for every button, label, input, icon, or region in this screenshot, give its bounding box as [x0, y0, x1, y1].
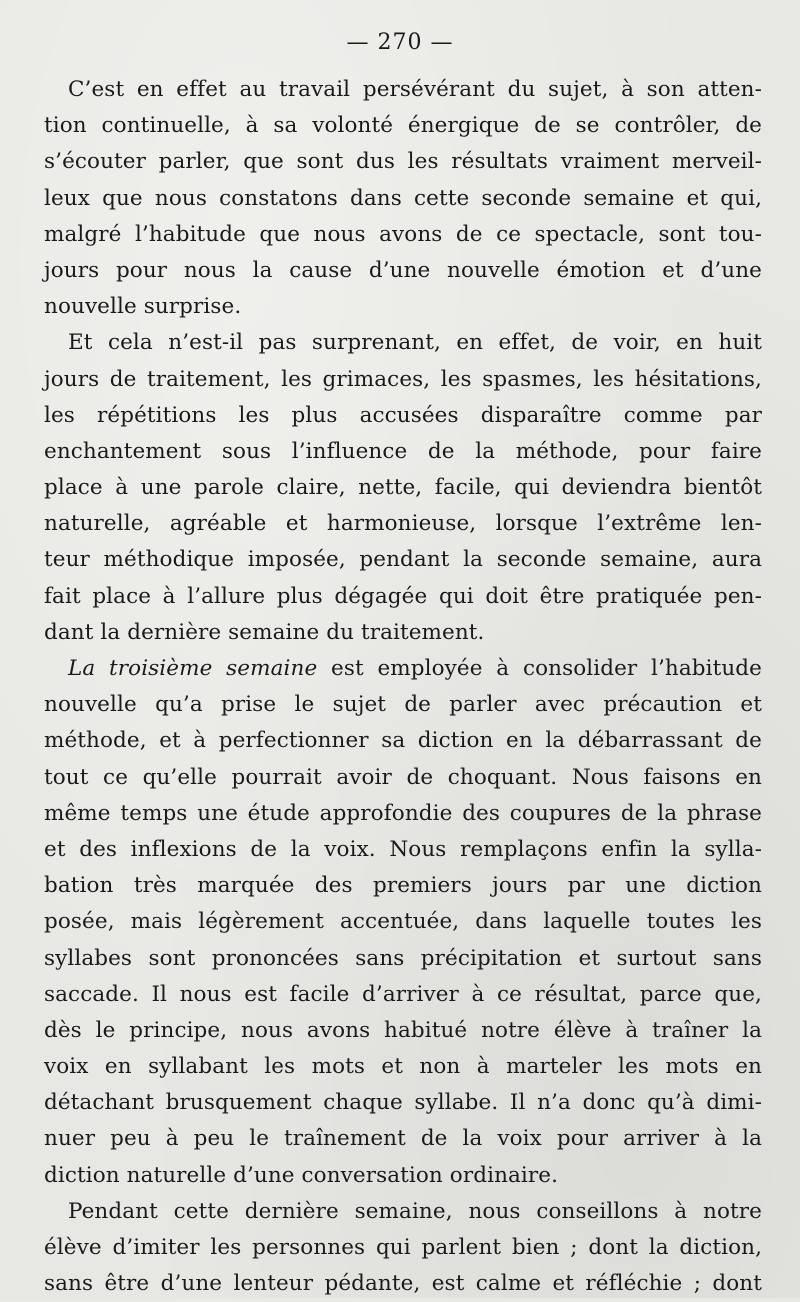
text-line	[44, 108, 762, 144]
line-text: détachant brusquement chaque syllabe. Il n’a donc qu’à dimi-	[44, 1090, 762, 1116]
text-line	[44, 832, 762, 868]
text-line	[44, 217, 762, 253]
text-line	[44, 289, 762, 325]
line-text: s’écouter parler, que sont dus les résultats vraiment merveil-	[44, 149, 762, 175]
text-line	[44, 796, 762, 832]
line-text: nouvelle qu’a prise le sujet de parler avec précaution et	[44, 692, 762, 718]
text-line	[44, 1013, 762, 1049]
line-text: tion continuelle, à sa volonté énergique de se contrôler, de	[44, 113, 762, 139]
line-text: nuer peu à peu le traînement de la voix pour arriver à la	[44, 1126, 762, 1152]
line-text: C’est en effet au travail persévérant du sujet, à son atten-	[68, 77, 762, 102]
text-line	[44, 1158, 762, 1194]
text-line	[44, 253, 762, 289]
line-text: nouvelle surprise.	[44, 294, 242, 320]
line-text: teur méthodique imposée, pendant la seconde semaine, aura	[44, 547, 762, 573]
line-text: méthode, et à perfectionner sa diction en la débarrassant de	[44, 728, 762, 754]
text-line	[44, 651, 762, 687]
line-text: malgré l’habitude que nous avons de ce spectacle, sont tou-	[44, 221, 762, 247]
text-line	[44, 398, 762, 434]
text-line	[44, 470, 762, 506]
line-text: dès le principe, nous avons habitué notre élève à traîner la	[44, 1017, 762, 1043]
line-text: Pendant cette dernière semaine, nous conseillons à notre	[68, 1198, 762, 1224]
line-text: posée, mais légèrement accentuée, dans laquelle toutes les	[44, 909, 762, 935]
italic-heading: La troisième semaine	[68, 656, 318, 681]
text-line	[44, 723, 762, 759]
text-line	[44, 144, 762, 180]
line-text: diction naturelle d’une conversation ordinaire.	[44, 1162, 559, 1188]
text-line	[44, 1230, 762, 1266]
line-text: leux que nous constatons dans cette seconde semaine et qui,	[44, 185, 762, 211]
line-text: bation très marquée des premiers jours par une diction	[44, 873, 762, 899]
line-text: voix en syllabant les mots et non à marteler les mots en	[44, 1054, 762, 1080]
text-line	[44, 362, 762, 398]
body-text	[44, 72, 762, 1302]
text-line	[44, 1266, 762, 1302]
text-line	[44, 506, 762, 542]
text-line	[44, 1194, 762, 1230]
text-line	[44, 1085, 762, 1121]
line-text: même temps une étude approfondie des coupures de la phrase	[44, 800, 762, 826]
line-text: tout ce qu’elle pourrait avoir de choquant. Nous faisons en	[44, 764, 762, 790]
text-line	[44, 687, 762, 723]
line-text: élève d’imiter les personnes qui parlent bien ; dont la diction,	[44, 1235, 762, 1260]
text-line	[44, 72, 762, 108]
text-line	[44, 325, 762, 361]
line-text: Et cela n’est-il pas surprenant, en effet, de voir, en huit	[68, 330, 762, 356]
text-line	[44, 579, 762, 615]
line-text: et des inflexions de la voix. Nous remplaçons enfin la sylla-	[44, 836, 762, 862]
line-text: enchantement sous l’influence de la méthode, pour faire	[44, 438, 762, 464]
line-text: jours pour nous la cause d’une nouvelle émotion et d’une	[44, 257, 762, 283]
page-number: — 270 —	[346, 30, 454, 55]
line-text: jours de traitement, les grimaces, les spasmes, les hésitations,	[44, 366, 762, 392]
text-line	[44, 1049, 762, 1085]
line-text: syllabes sont prononcées sans précipitation et surtout sans	[44, 945, 762, 971]
text-line	[44, 760, 762, 796]
line-text: est employée à consolider l’habitude	[317, 656, 762, 681]
text-line	[44, 977, 762, 1013]
text-line	[44, 434, 762, 470]
text-line	[44, 868, 762, 904]
text-line	[44, 181, 762, 217]
line-text: place à une parole claire, nette, facile, qui deviendra bientôt	[44, 475, 762, 501]
line-text: saccade. Il nous est facile d’arriver à ce résultat, parce que,	[44, 981, 762, 1007]
text-line	[44, 542, 762, 578]
line-text: naturelle, agréable et harmonieuse, lorsque l’extrême len-	[44, 511, 762, 537]
line-text: fait place à l’allure plus dégagée qui doit être pratiquée pen-	[44, 583, 762, 609]
text-line	[44, 615, 762, 651]
line-text: dant la dernière semaine du traitement.	[44, 619, 485, 645]
line-text: les répétitions les plus accusées disparaître comme par	[44, 402, 762, 428]
text-line	[44, 941, 762, 977]
text-line	[44, 904, 762, 940]
line-text: sans être d’une lenteur pédante, est calme et réfléchie ; dont	[44, 1271, 762, 1297]
text-line	[44, 1121, 762, 1157]
